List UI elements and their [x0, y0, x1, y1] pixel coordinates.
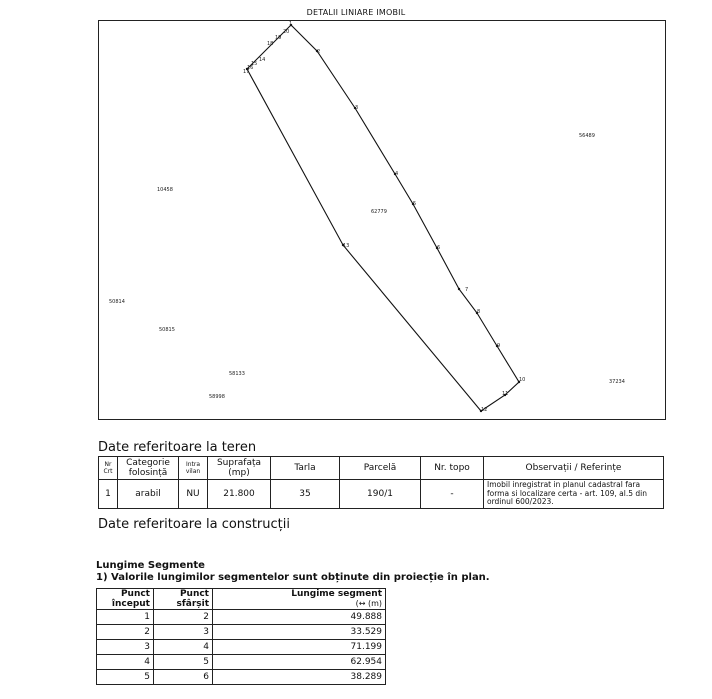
cell-intravilan: NU	[179, 480, 208, 509]
segment-row	[97, 610, 386, 625]
point-label: 16	[247, 65, 254, 71]
parcel-outline	[247, 25, 519, 411]
cell-end: 2	[154, 610, 213, 625]
cell-start: 4	[97, 655, 154, 670]
header-parcela: Parcelă	[340, 457, 421, 480]
point-label: 7	[465, 287, 469, 293]
cell-start: 2	[97, 625, 154, 640]
point-label: 15	[251, 61, 258, 67]
parcel-label: 56489	[579, 133, 595, 139]
header-categorie: Categorie folosință	[118, 457, 179, 480]
teren-section-title: Date referitoare la teren	[98, 440, 257, 455]
parcel-label: 58133	[229, 371, 245, 377]
cell-tarla: 35	[271, 480, 340, 509]
parcel-label: 10458	[157, 187, 173, 193]
map-frame	[98, 20, 666, 420]
point-label: 12	[481, 407, 488, 413]
segmente-header-row	[97, 589, 386, 610]
parcel-label: 50815	[159, 327, 175, 333]
point-label: 3	[355, 105, 359, 111]
segmente-table	[96, 588, 386, 685]
cell-start: 3	[97, 640, 154, 655]
segmente-note: 1) Valorile lungimilor segmentelor sunt obținute din proiecție în plan.	[96, 572, 490, 583]
cell-nr-topo: -	[421, 480, 484, 509]
cell-end: 3	[154, 625, 213, 640]
cell-length: 71.199	[213, 640, 386, 655]
parcel-plan	[99, 21, 667, 421]
cell-end: 6	[154, 670, 213, 685]
parcel-label: 62779	[371, 209, 387, 215]
point-label: 2	[317, 49, 321, 55]
point-label: 18	[267, 41, 274, 47]
parcel-label: 58998	[209, 394, 225, 400]
segment-row	[97, 640, 386, 655]
teren-row	[99, 480, 664, 509]
point-label: 6	[437, 245, 441, 251]
parcel-label: 50814	[109, 299, 125, 305]
point-label: 1	[289, 21, 293, 27]
segment-row	[97, 670, 386, 685]
point-label: 19	[275, 35, 282, 41]
cell-end: 4	[154, 640, 213, 655]
header-lungime: Lungime segment (↔ (m)	[213, 589, 386, 610]
cell-length: 38.289	[213, 670, 386, 685]
cell-observatii: Imobil inregistrat in planul cadastral fara forma si localizare certa - art. 109, al.5 din ordinul 600/2023.	[484, 480, 664, 509]
cell-parcela: 190/1	[340, 480, 421, 509]
point-label: 10	[519, 377, 526, 383]
cell-nr-crt: 1	[99, 480, 118, 509]
header-suprafata: Suprafața (mp)	[208, 457, 271, 480]
point-label: 14	[259, 57, 266, 63]
map-title: DETALII LINIARE IMOBIL	[306, 8, 406, 17]
point-label: 5	[413, 201, 417, 207]
teren-table	[98, 456, 664, 509]
point-label: 8	[477, 309, 481, 315]
header-nr-topo: Nr. topo	[421, 457, 484, 480]
cell-start: 5	[97, 670, 154, 685]
cell-length: 33.529	[213, 625, 386, 640]
point-label: 17	[243, 69, 250, 75]
point-label: 11	[502, 391, 509, 397]
header-punct-inceput: Punct început	[97, 589, 154, 610]
segmente-title: Lungime Segmente	[96, 560, 205, 571]
segment-row	[97, 625, 386, 640]
point-label: 9	[497, 343, 501, 349]
point-label: 4	[395, 171, 399, 177]
header-intravilan: Intra vilan	[179, 457, 208, 480]
cell-end: 5	[154, 655, 213, 670]
vertex-marker	[458, 288, 460, 290]
header-punct-sfarsit: Punct sfârșit	[154, 589, 213, 610]
point-label: 13	[343, 243, 350, 249]
parcel-label: 37234	[609, 379, 625, 385]
cell-length: 49.888	[213, 610, 386, 625]
header-tarla: Tarla	[271, 457, 340, 480]
segment-row	[97, 655, 386, 670]
teren-header-row	[99, 457, 664, 480]
cell-categorie: arabil	[118, 480, 179, 509]
cell-start: 1	[97, 610, 154, 625]
constructii-section-title: Date referitoare la construcții	[98, 517, 290, 532]
cell-suprafata: 21.800	[208, 480, 271, 509]
cell-length: 62.954	[213, 655, 386, 670]
vertex-markers	[246, 24, 520, 412]
point-label: 20	[283, 29, 290, 35]
header-observatii: Observații / Referințe	[484, 457, 664, 480]
header-nr-crt: Nr Crt	[99, 457, 118, 480]
